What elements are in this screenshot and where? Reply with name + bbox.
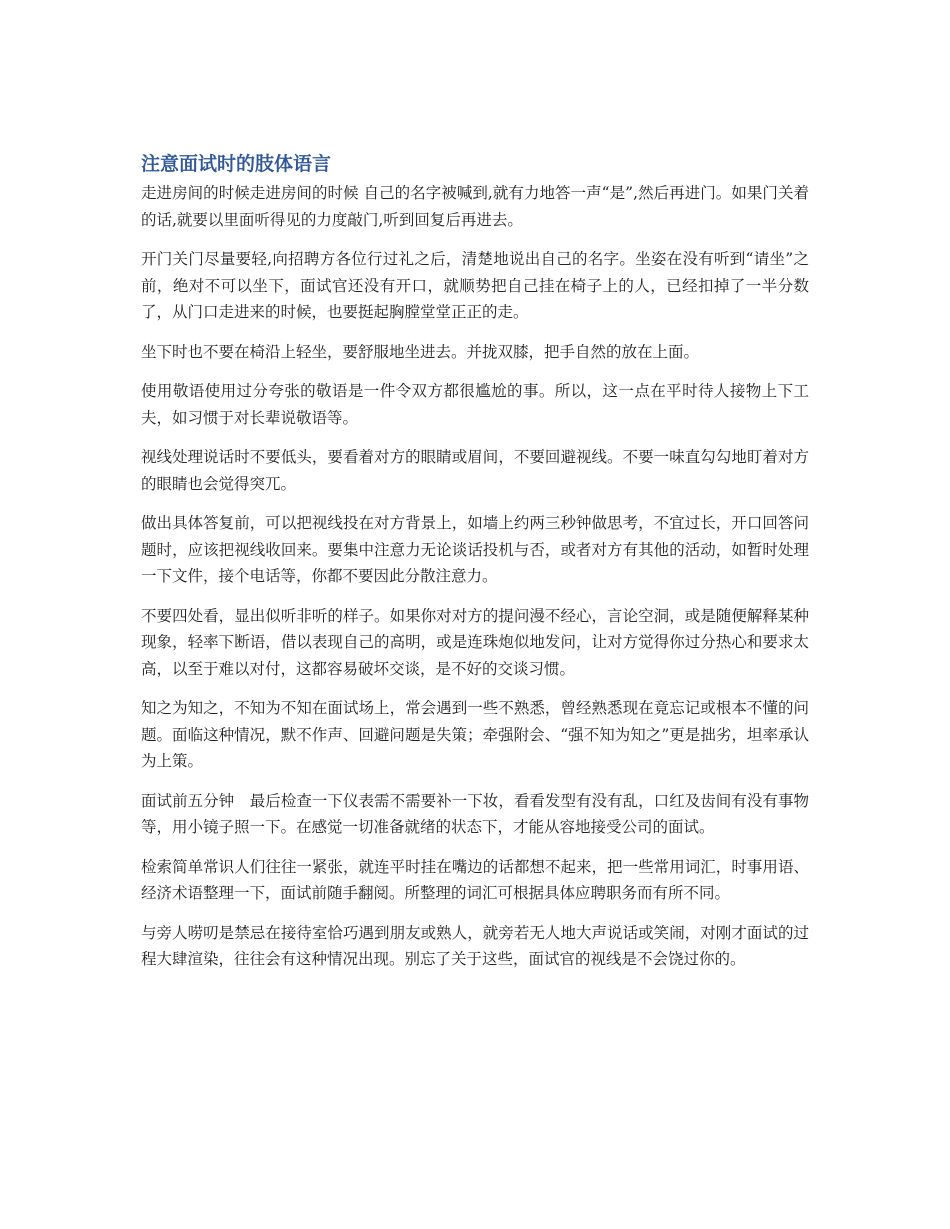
- paragraph: 使用敬语使用过分夸张的敬语是一件令双方都很尴尬的事。所以，这一点在平时待人接物上下工夫，如习惯于对长辈说敬语等。: [141, 382, 809, 427]
- paragraph: 面试前五分钟 最后检查一下仪表需不需要补一下妆，看看发型有没有乱，口红及齿间有没有事物等，用小镜子照一下。在感觉一切准备就绪的状态下，才能从容地接受公司的面试。: [141, 791, 809, 836]
- paragraph: 做出具体答复前，可以把视线投在对方背景上，如墙上约两三秒钟做思考，不宜过长，开口回答问题时，应该把视线收回来。要集中注意力无论谈话投机与否，或者对方有其他的活动，如暂时处理一下文件，接个电话等，你都不要因此分散注意力。: [141, 514, 809, 585]
- paragraph: 开门关门尽量要轻,向招聘方各位行过礼之后，清楚地说出自己的名字。坐姿在没有听到“请坐”之前，绝对不可以坐下，面试官还没有开口，就顺势把自己挂在椅子上的人，已经扣掉了一半分数了，从门口走进来的时候，也要挺起胸膛堂堂正正的走。: [141, 250, 809, 321]
- paragraph: 走进房间的时候走进房间的时候 自己的名字被喊到,就有力地答一声“是”,然后再进门。如果门关着的话,就要以里面听得见的力度敲门,听到回复后再进去。: [141, 184, 809, 229]
- paragraph: 不要四处看，显出似听非听的样子。如果你对对方的提问漫不经心，言论空洞，或是随便解释某种现象，轻率下断语，借以表现自己的高明，或是连珠炮似地发问，让对方觉得你过分热心和要求太高，以至于难以对付，这都容易破坏交谈，是不好的交谈习惯。: [141, 606, 809, 678]
- paragraph: 与旁人唠叨是禁忌在接待室恰巧遇到朋友或熟人，就旁若无人地大声说话或笑闹，对刚才面试的过程大肆渲染，往往会有这种情况出现。别忘了关于这些，面试官的视线是不会饶过你的。: [141, 923, 809, 968]
- document-title: 注意面试时的肢体语言: [141, 153, 332, 175]
- paragraph: 坐下时也不要在椅沿上轻坐，要舒服地坐进去。并拢双膝，把手自然的放在上面。: [141, 342, 700, 361]
- document-body: [141, 150, 809, 986]
- paragraph: 知之为知之，不知为不知在面试场上，常会遇到一些不熟悉，曾经熟悉现在竟忘记或根本不懂的问题。面临这种情况，默不作声、回避问题是失策；牵强附会、“强不知为知之”更是拙劣，坦率承认为上策。: [141, 699, 809, 770]
- paragraph: 检索简单常识人们往往一紧张，就连平时挂在嘴边的话都想不起来，把一些常用词汇，时事用语、经济术语整理一下，面试前随手翻阅。所整理的词汇可根据具体应聘职务而有所不同。: [141, 857, 809, 902]
- paragraph: 视线处理说话时不要低头，要看着对方的眼睛或眉间，不要回避视线。不要一味直勾勾地盯着对方的眼睛也会觉得突兀。: [141, 448, 809, 493]
